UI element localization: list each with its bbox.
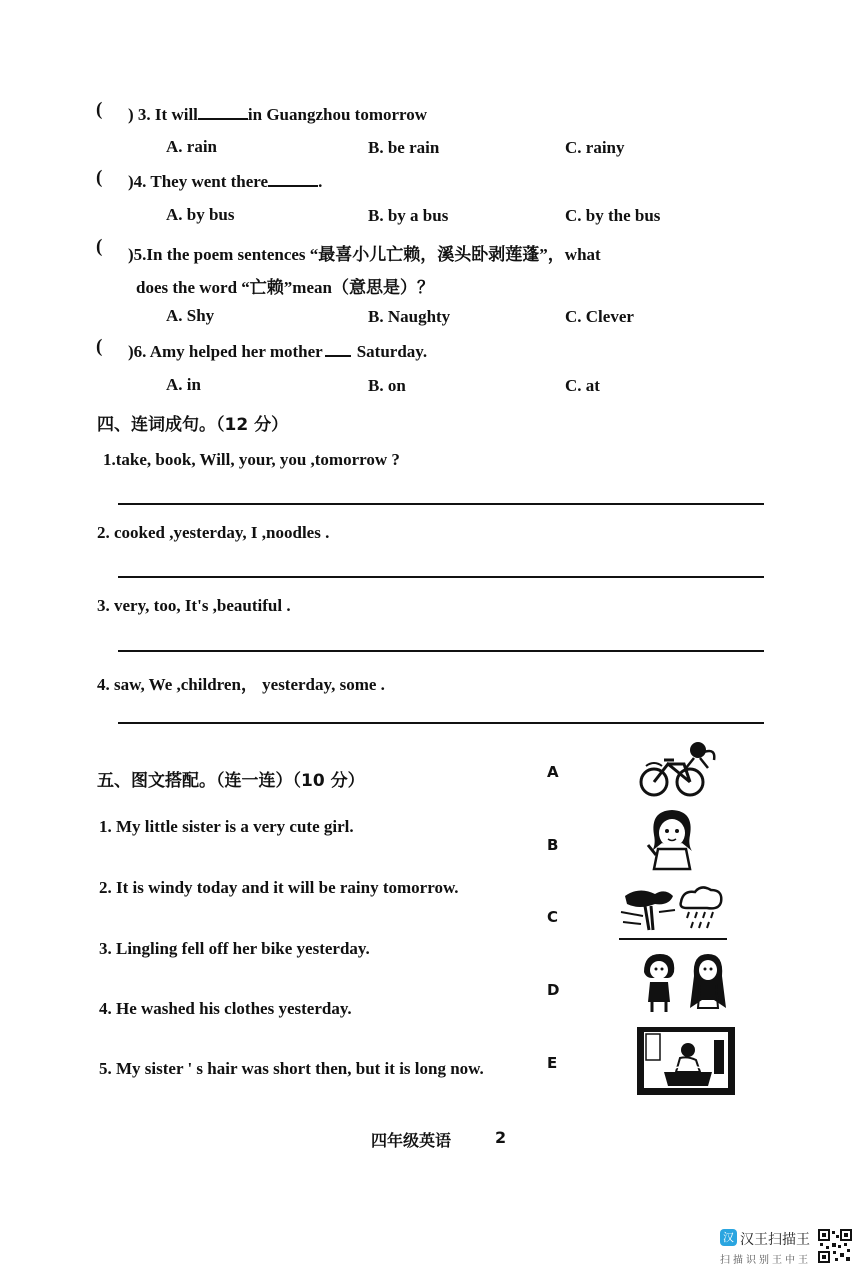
scanner-slogan: 扫描识别王中王 <box>720 1255 811 1266</box>
qr-code-icon <box>818 1229 852 1263</box>
question-3-tail: in Guangzhou tomorrow <box>247 105 428 124</box>
picture-label-e: E <box>547 1054 558 1072</box>
section-4-title: 四、连词成句。（12 分） <box>97 415 289 435</box>
section-5-title: 五、图文搭配。（连一连）（10 分） <box>97 771 365 791</box>
question-6-stem: )6. Amy helped her mother <box>128 342 323 361</box>
weather-picture <box>619 882 727 942</box>
question-4-stem: )4. They went there <box>128 172 269 191</box>
option-b: B. by a bus <box>368 206 449 225</box>
answer-line <box>118 576 764 578</box>
match-sentence-1: 1. My little sister is a very cute girl. <box>99 817 354 836</box>
question-5-line1: )5.In the poem sentences “最喜小儿亡赖，溪头卧剥莲蓬”，what <box>128 245 601 264</box>
answer-blank <box>268 171 318 187</box>
option-c: C. Clever <box>565 307 634 326</box>
question-3-stem: ) 3. It will <box>128 105 198 124</box>
option-c: C. by the bus <box>565 206 661 225</box>
option-c: C. at <box>565 376 600 395</box>
question-5-line2: does the word “亡赖”mean（意思是）？ <box>136 278 434 297</box>
option-a: A. rain <box>166 137 217 156</box>
bike-girl-picture <box>634 738 722 798</box>
question-6 <box>128 341 427 362</box>
answer-paren: ( <box>96 236 103 257</box>
match-sentence-5: 5. My sister ' s hair was short then, but it is long now. <box>99 1059 484 1078</box>
question-6-tail: Saturday. <box>356 342 428 361</box>
option-a: A. by bus <box>166 205 235 224</box>
sentence-item-1: 1.take, book, Will, your, you ,tomorrow ? <box>103 450 400 469</box>
match-sentence-3: 3. Lingling fell off her bike yesterday. <box>99 939 370 958</box>
match-sentence-2: 2. It is windy today and it will be rainy tomorrow. <box>99 878 459 897</box>
option-c: C. rainy <box>565 138 625 157</box>
answer-line <box>118 650 764 652</box>
answer-paren: ( <box>96 336 103 357</box>
picture-label-a: A <box>547 763 559 781</box>
answer-paren: ( <box>96 167 103 188</box>
picture-label-d: D <box>547 981 560 999</box>
sentence-item-3: 3. very, too, It's ,beautiful . <box>97 596 291 615</box>
washing-clothes-picture <box>636 1026 736 1096</box>
answer-blank <box>198 104 248 120</box>
option-b: B. Naughty <box>368 307 451 326</box>
cute-girl-picture <box>640 805 704 871</box>
answer-line <box>118 722 764 724</box>
question-4 <box>128 171 322 192</box>
match-sentence-4: 4. He washed his clothes yesterday. <box>99 999 352 1018</box>
scanner-logo-icon: 汉 <box>720 1229 737 1246</box>
option-b: B. be rain <box>368 138 440 157</box>
scanner-app-name: 汉王扫描王 <box>740 1232 810 1248</box>
page-number: 2 <box>495 1128 507 1147</box>
question-4-tail: . <box>318 172 323 191</box>
footer-subject: 四年级英语 <box>371 1131 452 1150</box>
picture-label-b: B <box>547 836 559 854</box>
hair-girls-picture <box>638 952 730 1014</box>
option-a: A. Shy <box>166 306 215 325</box>
question-3 <box>128 104 427 125</box>
sentence-item-4: 4. saw, We ,children， yesterday, some . <box>97 675 385 694</box>
sentence-item-2: 2. cooked ,yesterday, I ,noodles . <box>97 523 330 542</box>
answer-blank <box>325 341 351 357</box>
picture-label-c: C <box>547 908 559 926</box>
answer-line <box>118 503 764 505</box>
option-b: B. on <box>368 376 406 395</box>
option-a: A. in <box>166 375 201 394</box>
answer-paren: ( <box>96 99 103 120</box>
